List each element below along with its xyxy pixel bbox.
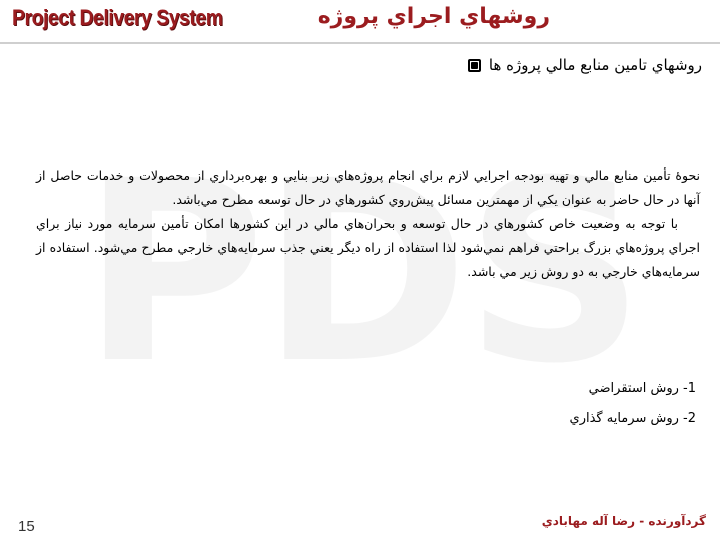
- list-item: 1- روش استقراضي: [588, 381, 696, 396]
- page-number: 15: [18, 518, 35, 535]
- topic-text: روشهاي تامين منابع مالي پروژه ها: [488, 56, 702, 74]
- deck-title: روشهاي اجراي پروژه: [317, 4, 550, 29]
- list-item: 2- روش سرمايه گذاري: [569, 411, 696, 426]
- slide-header: [0, 0, 720, 44]
- method-list: [570, 374, 696, 434]
- topic-heading: [468, 56, 702, 74]
- brand-title: Project Delivery System: [12, 5, 223, 30]
- checkbox-bullet-icon: [468, 59, 481, 72]
- body-text: [36, 164, 700, 284]
- author-credit: گردآورنده - رضا آله مهابادي: [541, 514, 706, 528]
- body-paragraph-2: با توجه به وضعيت خاص کشورهاي در حال توسعه و بحران‌هاي مالي در اين کشورها امکان تأمين سرمايه مورد نياز براي اجراي پروژه‌هاي بزرگ براحتي فراهم نمي‌شود لذا استفاده از راه ديگر يعني جذب سرمايه‌هاي خارجي مطرح مي‌شود. استفاده از سرمايه‌هاي خارجي به دو روش زير مي باشد.: [36, 216, 700, 279]
- body-paragraph-1: نحوۀ تأمين منابع مالي و تهيه بودجه اجرايي لازم براي انجام پروژه‌هاي زير بنايي و بهره‌برداري از محصولات و خدمات حاصل از آنها در حال حاضر به عنوان يکي از مهمترين مسائل پيش‌روي کشورهاي در حال توسعه مطرح مي‌باشد.: [36, 168, 700, 207]
